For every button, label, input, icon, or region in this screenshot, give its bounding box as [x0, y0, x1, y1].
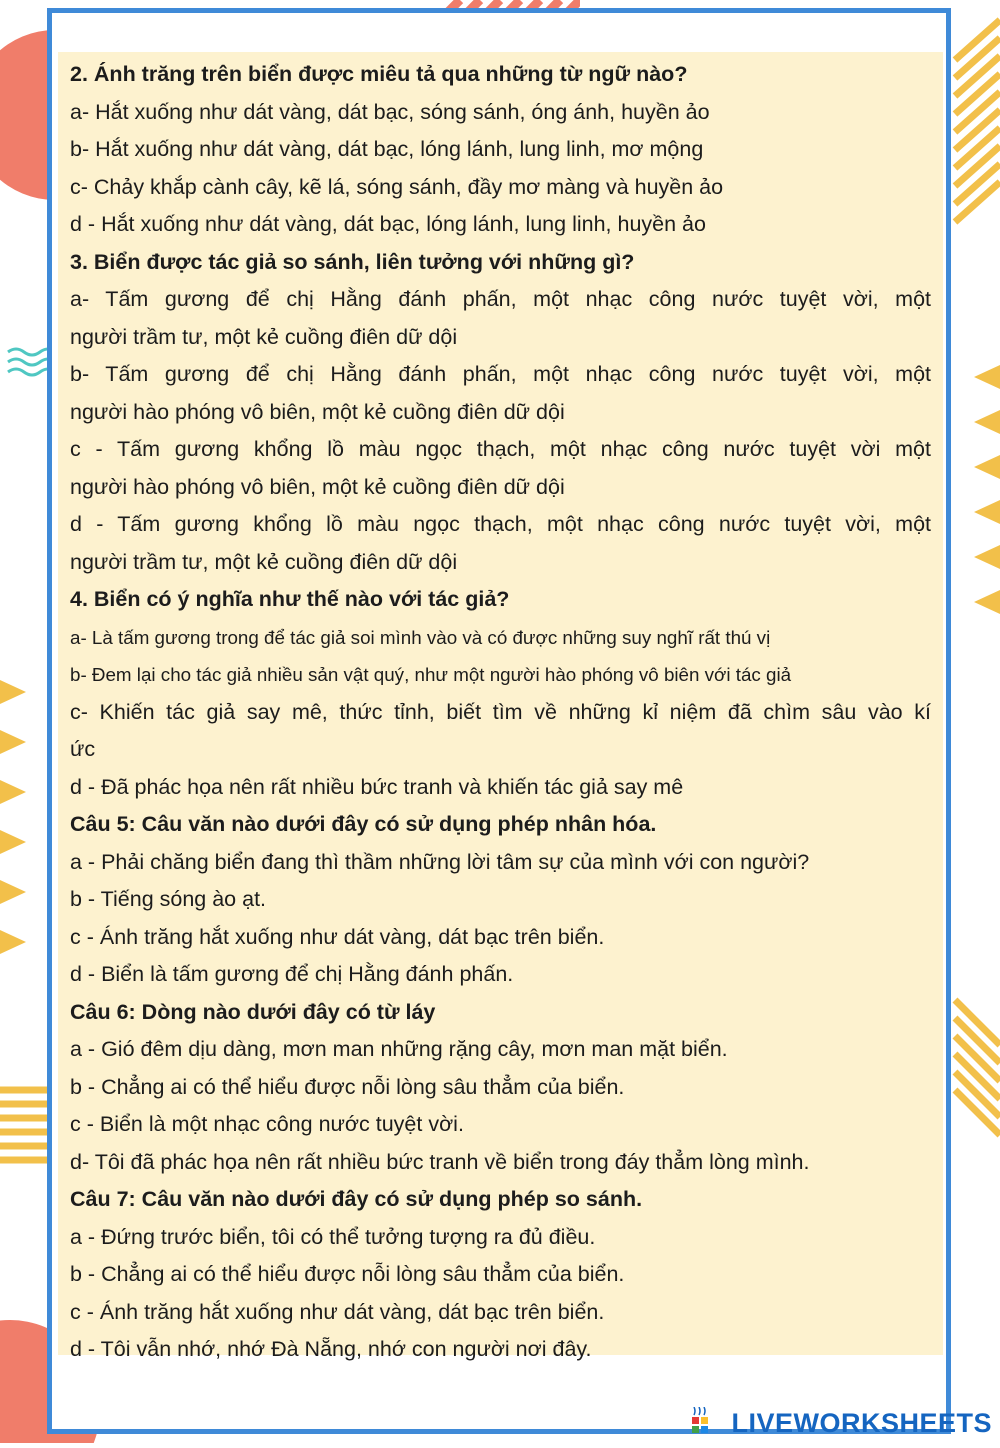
option-5b[interactable]: b - Tiếng sóng ào ạt.: [70, 887, 267, 911]
option-5c[interactable]: c - Ánh trăng hắt xuống như dát vàng, dát bạc trên biển.: [70, 924, 605, 949]
option-6c[interactable]: c - Biển là một nhạc công nước tuyệt vời.: [70, 1112, 464, 1136]
question-6: Câu 6: Dòng nào dưới đây có từ láy: [70, 999, 436, 1024]
question-5: Câu 5: Câu văn nào dưới đây có sử dụng phép nhân hóa.: [70, 812, 657, 836]
option-7b[interactable]: b - Chẳng ai có thể hiểu được nỗi lòng sâu thẳm của biển.: [70, 1262, 625, 1286]
option-2d[interactable]: d - Hắt xuống như dát vàng, dát bạc, lóng lánh, lung linh, huyền ảo: [70, 212, 706, 236]
question-7: Câu 7: Câu văn nào dưới đây có sử dụng phép so sánh.: [70, 1187, 643, 1211]
option-3b[interactable]: [70, 356, 931, 431]
option-7d[interactable]: d - Tôi vẫn nhớ, nhớ Đà Nẵng, nhớ con người nơi đây.: [70, 1337, 592, 1361]
option-3a-line-2: người trầm tư, một kẻ cuồng điên dữ dội: [70, 324, 458, 349]
option-5d[interactable]: d - Biển là tấm gương để chị Hằng đánh phấn.: [70, 962, 514, 986]
option-3c[interactable]: [70, 431, 931, 506]
option-3c-line-1: c - Tấm gương khổng lồ màu ngọc thạch, một nhạc công nước tuyệt vời một: [70, 437, 931, 461]
option-3d-line-1: d - Tấm gương khổng lồ màu ngọc thạch, một nhạc công nước tuyệt vời, một: [70, 512, 931, 536]
liveworksheets-logo-icon: [690, 1407, 720, 1435]
liveworksheets-logo[interactable]: LIVEWORKSHEETS: [731, 1408, 992, 1438]
option-6b[interactable]: b - Chẳng ai có thể hiểu được nỗi lòng sâu thẳm của biển.: [70, 1074, 625, 1099]
option-2a[interactable]: a- Hắt xuống như dát vàng, dát bạc, sóng sánh, óng ánh, huyền ảo: [70, 99, 710, 124]
option-4c-line-2: ức: [70, 737, 96, 761]
option-5a[interactable]: a - Phải chăng biển đang thì thầm những lời tâm sự của mình với con người?: [70, 849, 810, 874]
option-3b-line-1: b- Tấm gương để chị Hằng đánh phấn, một nhạc công nước tuyệt vời, một: [70, 362, 931, 386]
option-4a[interactable]: a- Là tấm gương trong để tác giả soi mình vào và có được những suy nghĩ rất thú vị: [70, 626, 771, 648]
worksheet-content: [58, 52, 943, 1361]
option-3a[interactable]: [70, 281, 931, 356]
option-6d[interactable]: d- Tôi đã phác họa nên rất nhiều bức tranh về biển trong đáy thẳm lòng mình.: [70, 1149, 810, 1174]
option-4d[interactable]: d - Đã phác họa nên rất nhiều bức tranh và khiến tác giả say mê: [70, 774, 684, 799]
option-4b[interactable]: b- Đem lại cho tác giả nhiều sản vật quý, như một người hào phóng vô biên với tác giả: [70, 664, 792, 685]
question-3: 3. Biển được tác giả so sánh, liên tưởng với những gì?: [70, 249, 635, 274]
question-4: 4. Biển có ý nghĩa như thế nào với tác giả?: [70, 587, 510, 611]
question-2: 2. Ánh trăng trên biển được miêu tả qua những từ ngữ nào?: [70, 62, 688, 86]
option-4c[interactable]: [70, 694, 931, 769]
option-6a[interactable]: a - Gió đêm dịu dàng, mơn man những rặng cây, mơn man mặt biển.: [70, 1037, 728, 1061]
option-3b-line-2: người hào phóng vô biên, một kẻ cuồng điên dữ dội: [70, 399, 565, 424]
option-7c[interactable]: c - Ánh trăng hắt xuống như dát vàng, dát bạc trên biển.: [70, 1299, 605, 1324]
option-3c-line-2: người hào phóng vô biên, một kẻ cuồng điên dữ dội: [70, 474, 565, 499]
option-2c[interactable]: c- Chảy khắp cành cây, kẽ lá, sóng sánh, đầy mơ màng và huyền ảo: [70, 174, 724, 199]
option-3d-line-2: người trầm tư, một kẻ cuồng điên dữ dội: [70, 549, 458, 574]
option-3a-line-1: a- Tấm gương để chị Hằng đánh phấn, một nhạc công nước tuyệt vời, một: [70, 287, 931, 311]
option-4c-line-1: c- Khiến tác giả say mê, thức tỉnh, biết tìm về những kỉ niệm đã chìm sâu vào kí: [70, 699, 931, 724]
option-3d[interactable]: [70, 506, 931, 581]
option-2b[interactable]: b- Hắt xuống như dát vàng, dát bạc, lóng lánh, lung linh, mơ mộng: [70, 137, 704, 161]
option-7a[interactable]: a - Đứng trước biển, tôi có thể tưởng tượng ra đủ điều.: [70, 1224, 596, 1249]
